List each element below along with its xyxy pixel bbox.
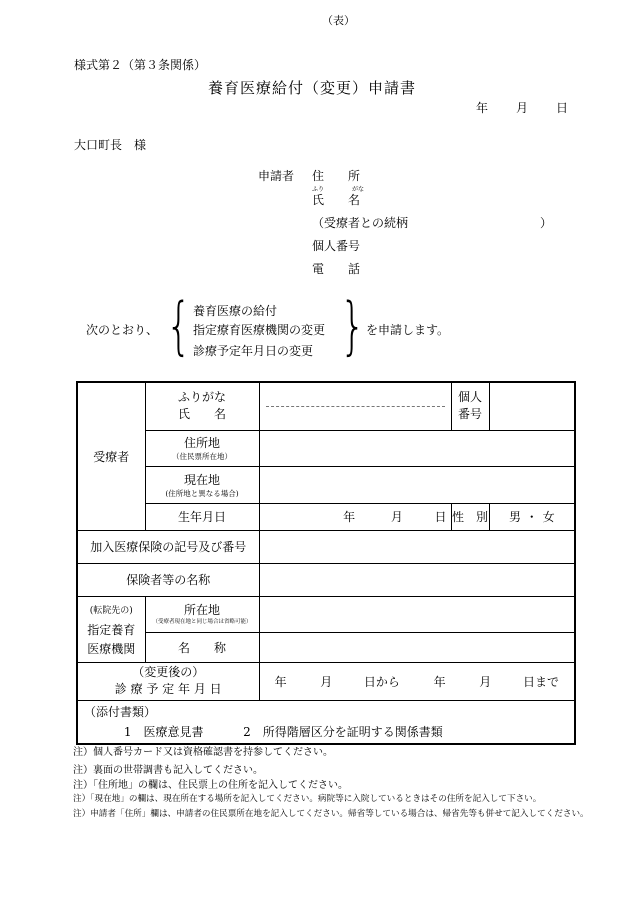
institution-header-3: 医療機関 (87, 641, 136, 656)
insurance-number-field[interactable] (259, 530, 575, 563)
page-title: 養育医療給付（変更）申請書 (208, 79, 417, 97)
from-year: 年 (274, 674, 287, 689)
birth-day: 日 (434, 510, 447, 524)
mynumber-label-2: 番号 (458, 407, 483, 422)
date-year: 年 (476, 101, 489, 115)
mynumber-label (451, 382, 489, 430)
request-prefix: 次のとおり、 (86, 323, 159, 337)
sex-separator: ・ (525, 510, 538, 524)
mynumber-label-1: 個人 (458, 390, 483, 405)
date-day: 日 (556, 101, 569, 115)
attachments (77, 700, 575, 744)
sex-male[interactable]: 男 (508, 510, 521, 524)
institution-address-field[interactable] (259, 596, 575, 632)
current-location-label (145, 466, 259, 503)
patient-name-label: 氏 名 (177, 407, 226, 422)
insurance-number-label: 加入医療保険の記号及び番号 (77, 530, 259, 563)
insurer-name-label: 保険者等の名称 (77, 563, 259, 596)
left-brace: { (166, 291, 192, 363)
note-5: 注）申請者「住所」欄は、申請者の住民票所在地を記入してください。帰省等している場合は、帰省先等も併せて記入してください。 (73, 809, 589, 819)
institution-header-1: (転院先の) (89, 605, 133, 616)
applicant-name-label: 氏 名 (312, 193, 361, 207)
current-location-note: (住所地と異なる場合) (165, 488, 239, 498)
schedule-field[interactable] (259, 662, 575, 700)
to-year: 年 (433, 674, 446, 689)
sex-field[interactable] (489, 503, 575, 530)
address-field[interactable] (259, 430, 575, 466)
right-brace: } (340, 291, 366, 363)
from-day: 日から (363, 674, 400, 689)
schedule-label (77, 662, 259, 700)
insurer-name-field[interactable] (259, 563, 575, 596)
patient-header: 受療者 (77, 382, 145, 530)
sex-female[interactable]: 女 (542, 510, 555, 524)
request-item-2: 指定療育医療機関の変更 (193, 323, 326, 337)
current-location-text: 現在地 (183, 472, 220, 487)
institution-name-field[interactable] (259, 632, 575, 662)
institution-name-label: 名 称 (145, 632, 259, 662)
schedule-label-1: （変更後の） (132, 665, 205, 679)
address-label (145, 430, 259, 466)
applicant-mynumber-label: 個人番号 (312, 239, 361, 253)
institution-header (77, 596, 145, 662)
mynumber-field[interactable] (489, 382, 575, 430)
request-item-1: 養育医療の給付 (193, 304, 278, 318)
note-2: 注）裏面の世帯調書も記入してください。 (73, 765, 263, 776)
addressee: 大口町長 様 (74, 138, 147, 152)
application-table (76, 381, 576, 745)
furigana-name-label (145, 382, 259, 430)
relation-close: ） (540, 216, 553, 230)
birth-year: 年 (343, 510, 356, 524)
to-day: 日まで (522, 674, 559, 689)
form-number: 様式第２（第３条関係） (74, 58, 207, 72)
birthdate-field[interactable] (259, 503, 451, 530)
birth-month: 月 (390, 510, 403, 524)
birthdate-label: 生年月日 (145, 503, 259, 530)
note-3: 注）「住所地」の欄は、住民票上の住所を記入してください。 (73, 780, 348, 791)
applicant-label: 申請者 (258, 169, 295, 183)
patient-name-field[interactable] (259, 382, 451, 430)
request-suffix: を申請します。 (366, 323, 450, 337)
to-month: 月 (479, 674, 492, 689)
institution-address-text: 所在地 (183, 603, 220, 617)
institution-address-note: （受療者現在地と同じ場合は省略可能） (152, 619, 252, 625)
sex-label: 性 別 (451, 503, 489, 530)
schedule-label-2: 診 療 予 定 年 月 日 (114, 682, 222, 696)
address-note: （住民票所在地） (172, 452, 232, 461)
ruby-furi: ふり (312, 186, 325, 193)
relation-open: （受療者との続柄 (312, 216, 409, 230)
address-text: 住所地 (183, 436, 220, 450)
furigana-label: ふりがな (177, 390, 226, 405)
ruby-gana: がな (352, 186, 365, 193)
attachment-1: 1 医療意見書 (123, 724, 204, 739)
from-month: 月 (320, 674, 333, 689)
request-item-3: 診療予定年月日の変更 (193, 344, 314, 358)
institution-address-label (145, 596, 259, 632)
institution-header-2: 指定養育 (87, 622, 136, 637)
attachment-2: 2 所得階層区分を証明する関係書類 (243, 724, 443, 739)
note-4: 注）「現在地」の欄は、現在所在する場所を記入してください。病院等に入院しているときはその住所を記入して下さい。 (73, 794, 542, 804)
current-location-field[interactable] (259, 466, 575, 503)
applicant-address-label: 住 所 (312, 169, 361, 183)
date-month: 月 (516, 101, 529, 115)
attachments-label: （添付書類） (84, 704, 157, 719)
applicant-phone-label: 電 話 (312, 262, 361, 276)
page-side-label: （表） (322, 14, 355, 27)
note-1: 注）個人番号カード又は資格確認書を持参してください。 (73, 747, 333, 758)
